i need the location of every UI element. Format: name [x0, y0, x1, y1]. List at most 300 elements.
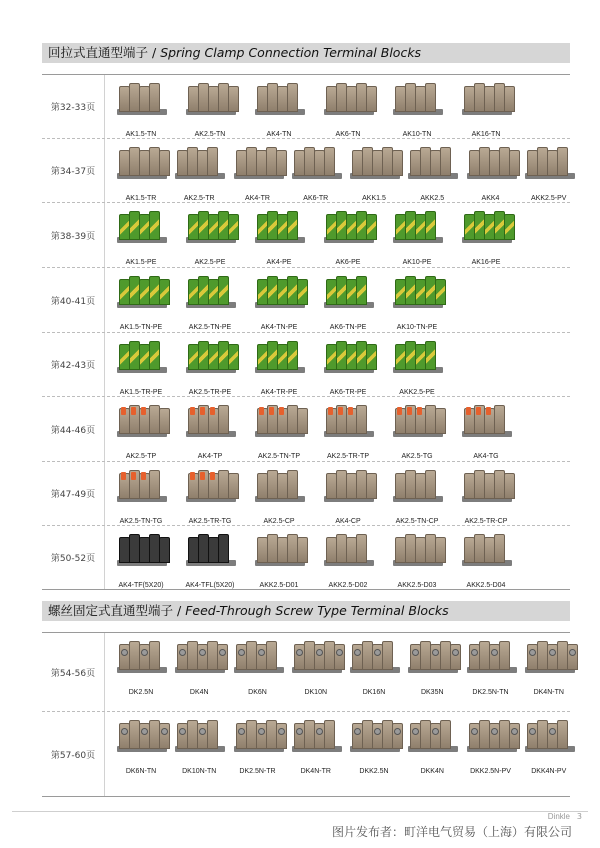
- terminal-module: [479, 641, 490, 670]
- terminal-module: [494, 534, 505, 563]
- product-item: [341, 718, 407, 775]
- terminal-module: [266, 147, 277, 176]
- terminal-module: [499, 641, 510, 670]
- terminal-module: [499, 147, 510, 176]
- product-label: AK4-CP: [335, 518, 361, 525]
- orange-lever-icon: [397, 407, 402, 415]
- terminal-block-image: [286, 639, 346, 677]
- orange-lever-icon: [486, 407, 491, 415]
- product-label: DKK4N-PV: [531, 768, 567, 775]
- product-label: AK16-PE: [471, 259, 501, 266]
- product-item: [384, 274, 450, 331]
- product-label: AKK1.5: [362, 195, 386, 202]
- terminal-block-image: [249, 468, 309, 506]
- terminal-module: [218, 405, 229, 434]
- terminal-block-image: [111, 468, 171, 506]
- terminal-module: [382, 641, 393, 670]
- footer-divider: [12, 811, 588, 812]
- terminal-block-image: [169, 145, 229, 183]
- terminal-block-image: [180, 339, 240, 377]
- terminal-module: [228, 214, 239, 240]
- product-label: AK1.5-TN: [125, 131, 157, 138]
- terminal-block-image: [249, 403, 309, 441]
- orange-lever-icon: [210, 472, 215, 480]
- terminal-module: [557, 720, 568, 749]
- product-label: AK2.5-TN-PE: [188, 324, 232, 331]
- terminal-block-image: [456, 532, 516, 570]
- orange-lever-icon: [417, 407, 422, 415]
- product-label: AK6-TR: [303, 195, 329, 202]
- product-item: [399, 639, 465, 696]
- product-label: AK4-TN: [266, 131, 292, 138]
- product-list: [104, 462, 570, 525]
- product-item: [283, 718, 349, 775]
- terminal-block-image: [111, 145, 171, 183]
- terminal-block-image: [387, 339, 447, 377]
- screw-icon: [258, 728, 265, 735]
- section-header-screw-type: [42, 601, 570, 621]
- product-label: AK10-TN: [402, 131, 432, 138]
- terminal-module: [366, 214, 377, 240]
- terminal-module: [366, 86, 377, 112]
- product-label: DKK2.5N: [359, 768, 389, 775]
- terminal-module: [218, 534, 229, 563]
- product-label: AK2.5-TR: [183, 195, 215, 202]
- screw-icon: [374, 649, 381, 656]
- terminal-module: [236, 723, 247, 749]
- publisher-credit: 图片发布者：町洋电气贸易（上海）有限公司: [331, 825, 572, 839]
- product-item: [453, 209, 519, 266]
- screw-icon: [549, 728, 556, 735]
- orange-lever-icon: [190, 407, 195, 415]
- screw-icon: [491, 728, 498, 735]
- terminal-block-image: [519, 718, 579, 756]
- product-item: [246, 403, 312, 460]
- terminal-block-image: [461, 639, 521, 677]
- catalog-row: [42, 462, 570, 526]
- terminal-module: [425, 83, 436, 112]
- page-ref: 第50-52页: [42, 526, 105, 589]
- orange-lever-icon: [407, 407, 412, 415]
- product-label: DK6N: [248, 689, 267, 696]
- catalog-row: [42, 633, 570, 712]
- product-label: AK10-TN-PE: [396, 324, 438, 331]
- product-label: AKK2.5-PE: [399, 389, 435, 396]
- terminal-module: [567, 644, 578, 670]
- terminal-module: [440, 147, 451, 176]
- product-label: DK2.5N-TR: [239, 768, 276, 775]
- product-item: [315, 532, 381, 589]
- orange-lever-icon: [348, 407, 353, 415]
- terminal-block-image: [519, 639, 579, 677]
- product-item: [177, 339, 243, 396]
- terminal-module: [366, 344, 377, 370]
- terminal-block-image: [180, 209, 240, 247]
- product-list: [104, 712, 570, 796]
- page-ref: 第34-37页: [42, 139, 105, 202]
- terminal-block-image: [318, 532, 378, 570]
- product-label: AK1.5-PE: [125, 259, 157, 266]
- product-item: [315, 274, 381, 331]
- product-label: AK2.5-TN-TG: [119, 518, 163, 525]
- product-label: AKK2.5-D04: [466, 582, 506, 589]
- screw-icon: [296, 728, 303, 735]
- screw-icon: [374, 728, 381, 735]
- terminal-module: [469, 150, 480, 176]
- product-item: [166, 145, 232, 202]
- product-item: [108, 145, 174, 202]
- terminal-module: [149, 83, 160, 112]
- terminal-block-image: [387, 532, 447, 570]
- terminal-block-image: [228, 145, 288, 183]
- terminal-module: [356, 276, 367, 305]
- catalog-row: [42, 268, 570, 333]
- catalog-row: [42, 712, 570, 796]
- terminal-block-image: [111, 209, 171, 247]
- product-item: [384, 209, 450, 266]
- terminal-block-image: [180, 81, 240, 119]
- product-item: [453, 81, 519, 138]
- product-label: DK4N: [189, 689, 209, 696]
- brand-logo: Dinkle: [547, 812, 570, 821]
- terminal-module: [489, 150, 500, 176]
- screw-icon: [354, 649, 361, 656]
- section-title-cn: 回拉式直通型端子: [48, 45, 149, 60]
- product-label: AK2.5-TR-PE: [188, 389, 232, 396]
- product-label: AK2.5-TR-TP: [326, 453, 369, 460]
- product-label: AK1.5-TN-PE: [119, 324, 163, 331]
- terminal-block-image: [111, 639, 171, 677]
- product-item: [516, 145, 582, 202]
- product-item: [384, 532, 450, 589]
- product-item: [453, 403, 519, 460]
- product-item: [399, 145, 465, 202]
- terminal-block-image: [180, 274, 240, 312]
- product-label: AK16-TN: [471, 131, 501, 138]
- screw-icon: [471, 728, 478, 735]
- section-title-en: Spring Clamp Connection Terminal Blocks: [160, 45, 422, 60]
- product-label: DK16N: [362, 689, 386, 696]
- product-label: AK6-PE: [335, 259, 361, 266]
- product-label: AK4-PE: [266, 259, 292, 266]
- terminal-block-image: [344, 145, 404, 183]
- screw-icon: [296, 649, 303, 656]
- page-ref: 第54-56页: [42, 633, 105, 711]
- page-number: 3: [576, 812, 582, 821]
- terminal-block-image: [318, 209, 378, 247]
- product-item: [341, 145, 407, 202]
- terminal-block-image: [111, 339, 171, 377]
- catalog-row: [42, 75, 570, 139]
- terminal-block-image: [344, 718, 404, 756]
- product-item: [177, 81, 243, 138]
- product-item: [399, 718, 465, 775]
- product-item: [225, 145, 291, 202]
- product-item: [177, 468, 243, 525]
- terminal-block-image: [456, 403, 516, 441]
- orange-lever-icon: [131, 472, 136, 480]
- orange-lever-icon: [141, 472, 146, 480]
- product-label: AKK4: [481, 195, 500, 202]
- catalog-row: [42, 139, 570, 203]
- terminal-module: [435, 408, 446, 434]
- orange-lever-icon: [279, 407, 284, 415]
- screw-icon: [569, 649, 576, 656]
- terminal-block-image: [344, 639, 404, 677]
- product-label: AKK2.5-PV: [531, 195, 567, 202]
- product-item: [108, 339, 174, 396]
- terminal-block-image: [519, 145, 579, 183]
- terminal-block-image: [180, 468, 240, 506]
- terminal-module: [297, 279, 308, 305]
- terminal-module: [287, 211, 298, 240]
- terminal-module: [469, 723, 480, 749]
- terminal-block-image: [228, 718, 288, 756]
- terminal-module: [218, 276, 229, 305]
- product-item: [384, 339, 450, 396]
- orange-lever-icon: [141, 407, 146, 415]
- orange-lever-icon: [121, 407, 126, 415]
- section-title-sep: /: [148, 45, 161, 60]
- screw-icon: [549, 649, 556, 656]
- product-label: AK10-PE: [402, 259, 432, 266]
- product-label: AK4-TG: [473, 453, 499, 460]
- product-item: [108, 468, 174, 525]
- terminal-module: [324, 720, 335, 749]
- product-list: [104, 75, 570, 138]
- orange-lever-icon: [269, 407, 274, 415]
- product-label: AK2.5-TN-CP: [395, 518, 439, 525]
- product-label: DK4N-TR: [300, 768, 331, 775]
- terminal-module: [266, 641, 277, 670]
- product-item: [166, 718, 232, 775]
- terminal-module: [246, 720, 257, 749]
- product-item: [225, 718, 291, 775]
- product-item: [246, 532, 312, 589]
- terminal-module: [149, 341, 160, 370]
- orange-lever-icon: [466, 407, 471, 415]
- terminal-module: [356, 405, 367, 434]
- product-item: [453, 532, 519, 589]
- terminal-module: [228, 86, 239, 112]
- product-label: AK2.5-TN: [194, 131, 226, 138]
- terminal-module: [256, 723, 267, 749]
- product-list: [104, 203, 570, 267]
- terminal-block-image: [387, 403, 447, 441]
- product-list: [104, 268, 570, 332]
- spring-clamp-table: [42, 74, 570, 590]
- catalog-row: [42, 333, 570, 397]
- terminal-module: [228, 344, 239, 370]
- terminal-module: [207, 720, 218, 749]
- terminal-block-image: [387, 274, 447, 312]
- terminal-module: [479, 147, 490, 176]
- terminal-module: [266, 720, 277, 749]
- product-item: [246, 209, 312, 266]
- terminal-module: [479, 720, 490, 749]
- terminal-module: [435, 279, 446, 305]
- orange-lever-icon: [121, 472, 126, 480]
- terminal-block-image: [249, 81, 309, 119]
- terminal-module: [297, 537, 308, 563]
- product-label: DK10N-TN: [182, 768, 217, 775]
- screw-icon: [141, 728, 148, 735]
- product-item: [315, 403, 381, 460]
- terminal-module: [425, 470, 436, 499]
- product-label: AK4-TR-PE: [260, 389, 298, 396]
- catalog-row: [42, 203, 570, 268]
- terminal-block-image: [461, 145, 521, 183]
- terminal-block-image: [180, 403, 240, 441]
- terminal-block-image: [286, 145, 346, 183]
- terminal-block-image: [387, 468, 447, 506]
- product-item: [458, 145, 524, 202]
- product-item: [246, 81, 312, 138]
- terminal-module: [149, 470, 160, 499]
- product-item: [283, 145, 349, 202]
- terminal-block-image: [169, 718, 229, 756]
- terminal-block-image: [318, 403, 378, 441]
- terminal-module: [504, 473, 515, 499]
- product-label: AK1.5-TR: [125, 195, 157, 202]
- terminal-module: [489, 644, 500, 670]
- product-label: DK2.5N: [128, 689, 154, 696]
- terminal-block-image: [387, 209, 447, 247]
- orange-lever-icon: [131, 407, 136, 415]
- product-label: AK6-TN: [335, 131, 361, 138]
- screw-icon: [258, 649, 265, 656]
- product-label: DK4N-TN: [533, 689, 564, 696]
- terminal-block-image: [456, 209, 516, 247]
- terminal-module: [297, 408, 308, 434]
- terminal-module: [425, 341, 436, 370]
- product-item: [315, 468, 381, 525]
- screw-icon: [238, 728, 245, 735]
- terminal-module: [236, 644, 247, 670]
- terminal-module: [287, 341, 298, 370]
- orange-lever-icon: [476, 407, 481, 415]
- terminal-block-image: [249, 339, 309, 377]
- product-item: [341, 639, 407, 696]
- terminal-module: [324, 147, 335, 176]
- product-item: [177, 274, 243, 331]
- product-label: DK10N: [304, 689, 328, 696]
- product-item: [225, 639, 291, 696]
- product-item: [384, 468, 450, 525]
- terminal-module: [425, 211, 436, 240]
- screw-icon: [121, 649, 128, 656]
- terminal-module: [246, 147, 257, 176]
- screw-icon: [529, 649, 536, 656]
- product-label: DK6N-TN: [125, 768, 157, 775]
- terminal-module: [504, 214, 515, 240]
- terminal-module: [149, 641, 160, 670]
- terminal-block-image: [169, 639, 229, 677]
- terminal-block-image: [286, 718, 346, 756]
- terminal-module: [356, 534, 367, 563]
- product-label: AK6-TN-PE: [329, 324, 367, 331]
- product-label: DK35N: [420, 689, 444, 696]
- product-list: [104, 526, 570, 589]
- product-item: [384, 403, 450, 460]
- screw-icon: [316, 728, 323, 735]
- terminal-block-image: [111, 403, 171, 441]
- section-header-spring-clamp: [42, 43, 570, 63]
- terminal-block-image: [318, 468, 378, 506]
- catalog-row: [42, 397, 570, 462]
- terminal-module: [159, 408, 170, 434]
- orange-lever-icon: [328, 407, 333, 415]
- section-title-cn: 螺丝固定式直通型端子: [48, 603, 174, 618]
- terminal-module: [489, 723, 500, 749]
- terminal-block-image: [228, 639, 288, 677]
- product-item: [177, 532, 243, 589]
- product-item: [108, 274, 174, 331]
- page-ref: 第42-43页: [42, 333, 105, 396]
- product-item: [384, 81, 450, 138]
- terminal-block-image: [402, 639, 462, 677]
- product-item: [315, 209, 381, 266]
- terminal-block-image: [111, 81, 171, 119]
- product-label: AKK2.5-D03: [397, 582, 437, 589]
- terminal-module: [499, 720, 510, 749]
- product-label: AK4-TFL(5X20): [185, 582, 235, 589]
- terminal-module: [435, 537, 446, 563]
- terminal-module: [557, 147, 568, 176]
- product-label: AK6-TR-PE: [329, 389, 367, 396]
- terminal-module: [494, 405, 505, 434]
- terminal-module: [207, 147, 218, 176]
- terminal-block-image: [249, 209, 309, 247]
- product-item: [458, 639, 524, 696]
- product-label: AK2.5-TG: [401, 453, 433, 460]
- product-label: AKK2.5: [420, 195, 445, 202]
- terminal-module: [159, 537, 170, 563]
- product-label: AKK2.5-D02: [328, 582, 368, 589]
- screw-icon: [121, 728, 128, 735]
- product-item: [108, 639, 174, 696]
- product-item: [283, 639, 349, 696]
- product-label: AK4-TF(5X20): [118, 582, 164, 589]
- terminal-block-image: [387, 81, 447, 119]
- product-label: AK4-TN-PE: [260, 324, 298, 331]
- product-item: [516, 718, 582, 775]
- orange-lever-icon: [259, 407, 264, 415]
- terminal-block-image: [249, 532, 309, 570]
- terminal-block-image: [249, 274, 309, 312]
- product-list: [104, 633, 570, 711]
- product-item: [458, 718, 524, 775]
- terminal-block-image: [461, 718, 521, 756]
- terminal-block-image: [402, 718, 462, 756]
- terminal-block-image: [456, 468, 516, 506]
- product-item: [108, 718, 174, 775]
- catalog-row: [42, 526, 570, 589]
- page-ref: 第57-60页: [42, 712, 105, 796]
- terminal-module: [256, 644, 267, 670]
- product-label: DKK2.5N-PV: [470, 768, 511, 775]
- screw-icon: [238, 649, 245, 656]
- terminal-module: [440, 720, 451, 749]
- page-ref: 第38-39页: [42, 203, 105, 267]
- page-ref: 第44-46页: [42, 397, 105, 461]
- terminal-module: [287, 83, 298, 112]
- product-list: [104, 333, 570, 396]
- screw-icon: [354, 728, 361, 735]
- terminal-block-image: [111, 718, 171, 756]
- screw-type-table: [42, 632, 570, 797]
- terminal-block-image: [402, 145, 462, 183]
